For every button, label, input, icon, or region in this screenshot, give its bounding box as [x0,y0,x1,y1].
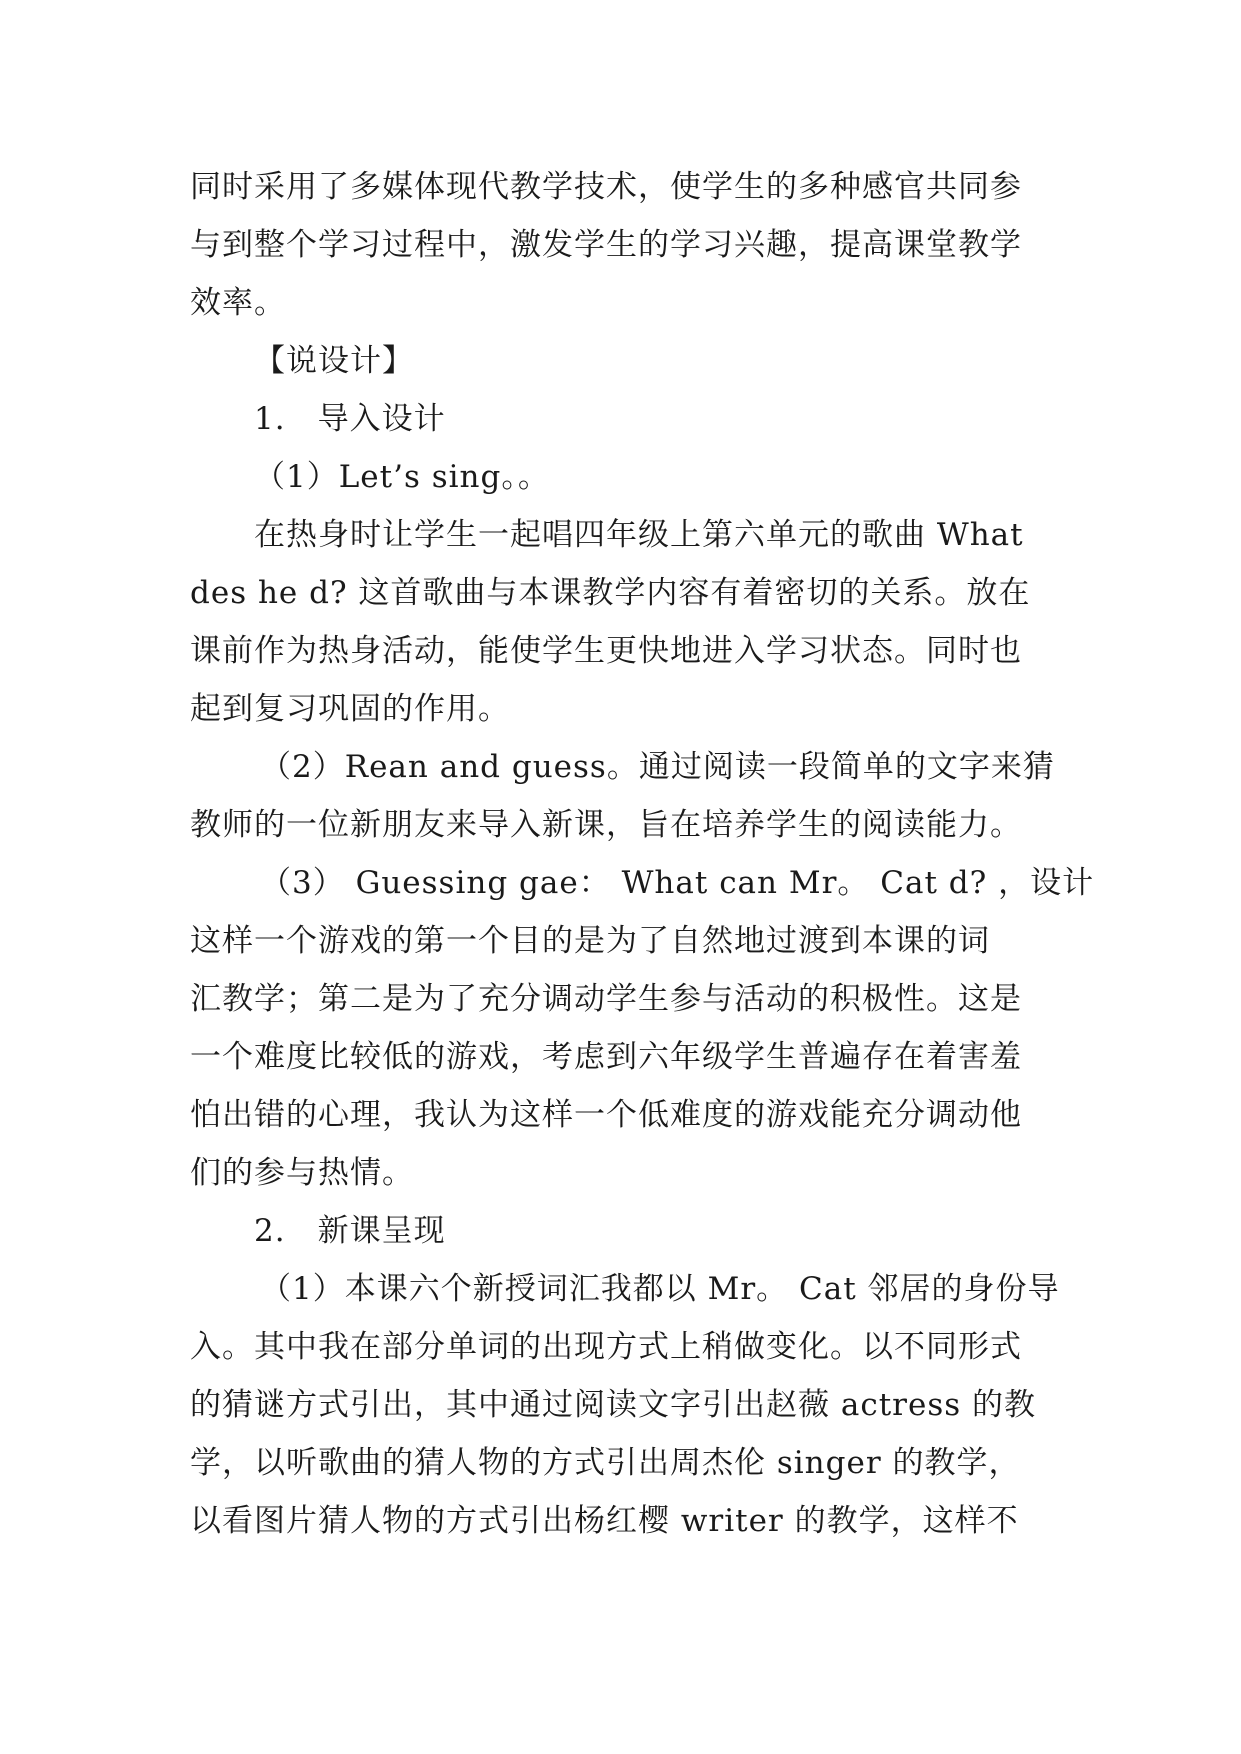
paragraph-line: （2）Rean and guess。通过阅读一段简单的文字来猜 [260,749,1055,785]
subsection-heading: 1. 导入设计 [254,401,446,437]
paragraph-line: 们的参与热情。 [190,1155,414,1191]
paragraph-line: 同时采用了多媒体现代教学技术，使学生的多种感官共同参 [190,169,1022,205]
paragraph-line: des he d? 这首歌曲与本课教学内容有着密切的关系。放在 [190,575,1031,611]
paragraph-line: （1）本课六个新授词汇我都以 Mr。 Cat 邻居的身份导 [260,1271,1060,1307]
document-body [190,158,1095,1550]
paragraph-line: （3） Guessing gae： What can Mr。 Cat d? ，设计 [260,865,1095,901]
section-heading: 【说设计】 [254,343,414,379]
item-heading: （1）Let’s sing。。 [254,459,550,495]
paragraph-line: 课前作为热身活动，能使学生更快地进入学习状态。同时也 [190,633,1022,669]
paragraph-line: 效率。 [190,285,286,321]
paragraph-line: 与到整个学习过程中，激发学生的学习兴趣，提高课堂教学 [190,227,1022,263]
paragraph-line: 怕出错的心理，我认为这样一个低难度的游戏能充分调动他 [190,1097,1022,1133]
paragraph-line: 教师的一位新朋友来导入新课，旨在培养学生的阅读能力。 [190,807,1022,843]
subsection-heading: 2. 新课呈现 [254,1213,446,1249]
paragraph-line: 学，以听歌曲的猜人物的方式引出周杰伦 singer 的教学， [190,1445,1021,1481]
paragraph-line: 一个难度比较低的游戏，考虑到六年级学生普遍存在着害羞 [190,1039,1022,1075]
paragraph-line: 入。其中我在部分单词的出现方式上稍做变化。以不同形式 [190,1329,1022,1365]
paragraph-line: 以看图片猜人物的方式引出杨红樱 writer 的教学，这样不 [190,1503,1019,1539]
paragraph-line: 的猜谜方式引出，其中通过阅读文字引出赵薇 actress 的教 [190,1387,1036,1423]
paragraph-line: 在热身时让学生一起唱四年级上第六单元的歌曲 What [254,517,1024,553]
paragraph-line: 汇教学；第二是为了充分调动学生参与活动的积极性。这是 [190,981,1022,1017]
paragraph-line: 起到复习巩固的作用。 [190,691,510,727]
paragraph-line: 这样一个游戏的第一个目的是为了自然地过渡到本课的词 [190,923,990,959]
